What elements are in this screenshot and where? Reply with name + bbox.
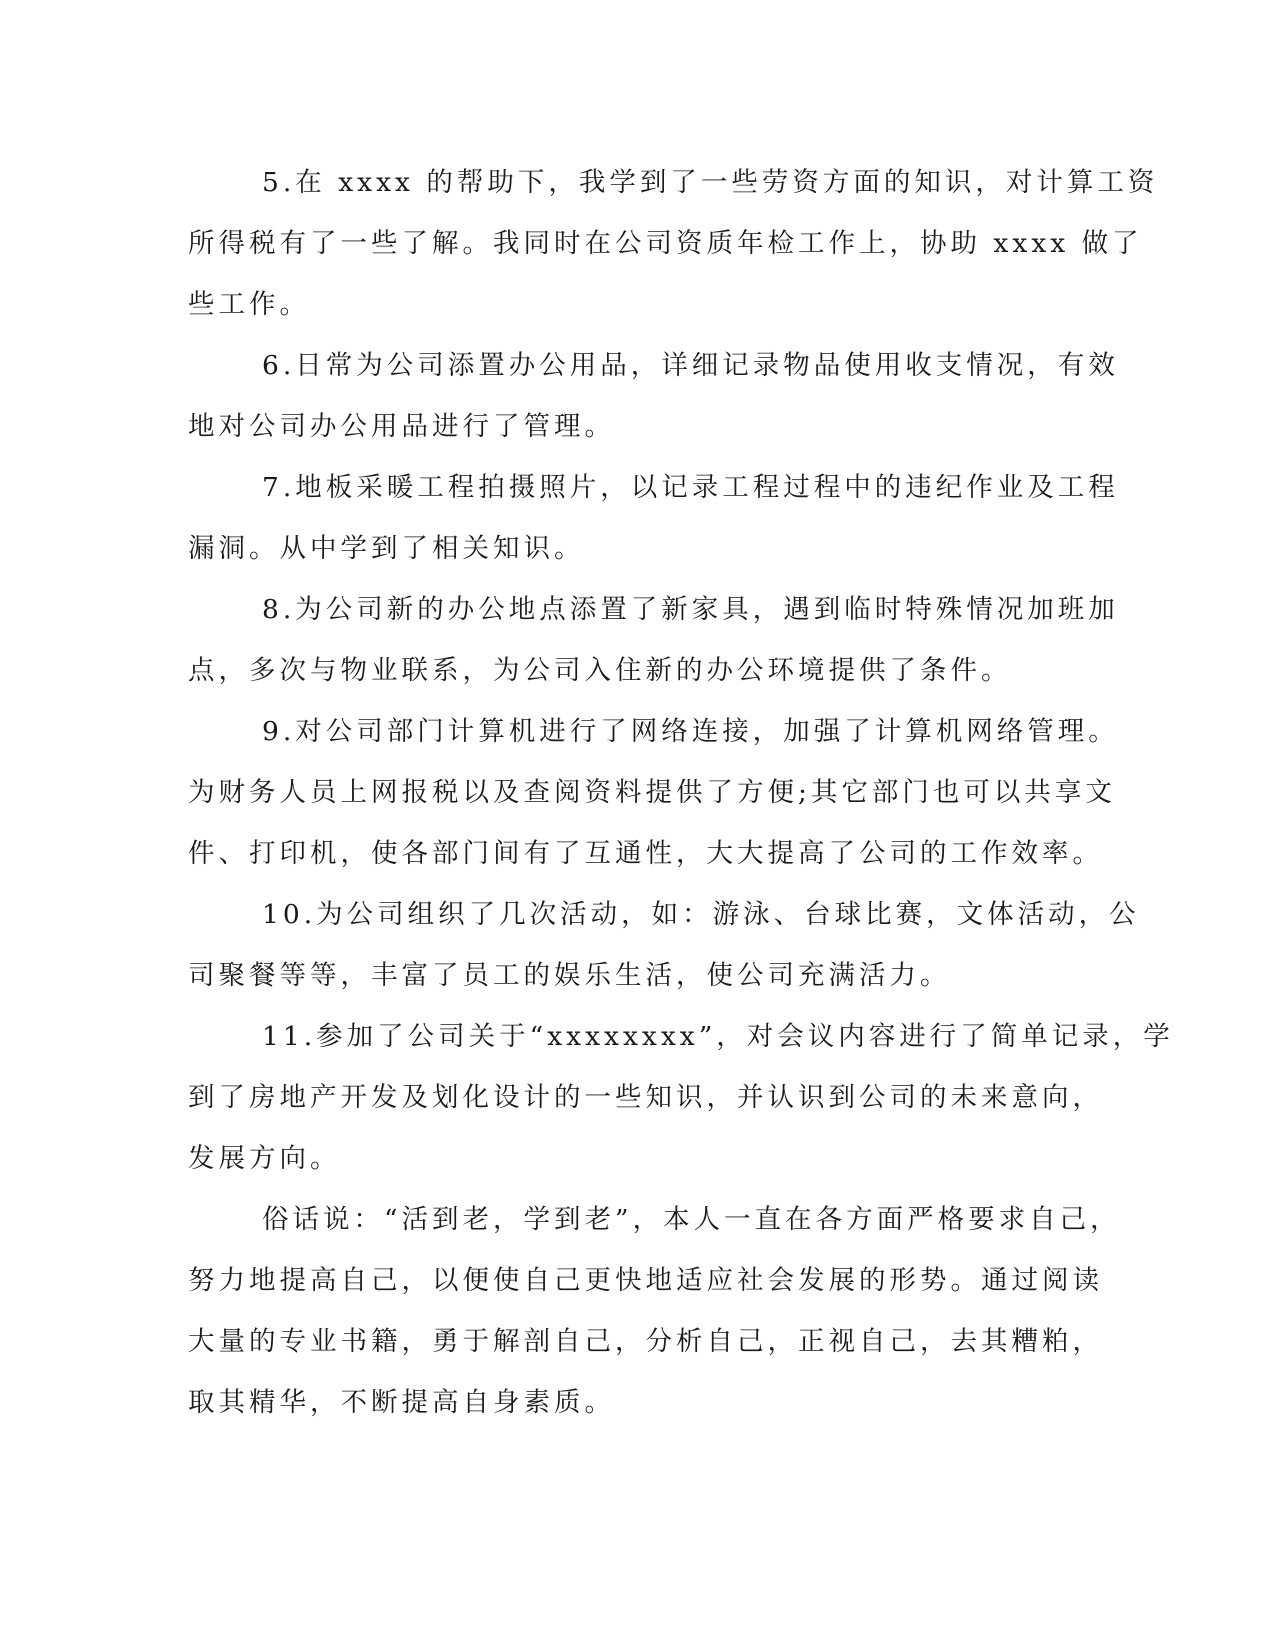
document-body <box>188 152 1174 1433</box>
paragraph-line: 5.在 xxxx 的帮助下，我学到了一些劳资方面的知识，对计算工资 <box>262 167 1159 198</box>
paragraph-item-10 <box>188 884 1140 1006</box>
paragraph-line: 6.日常为公司添置办公用品，详细记录物品使用收支情况，有效 <box>262 350 1119 381</box>
paragraph-line: 11.参加了公司关于“xxxxxxxx”，对会议内容进行了简单记录，学 <box>262 1021 1174 1052</box>
paragraph-item-5 <box>188 152 1159 335</box>
paragraph-line: 为财务人员上网报税以及查阅资料提供了方便;其它部门也可以共享文 <box>188 777 1116 808</box>
paragraph-line: 到了房地产开发及划化设计的一些知识，并认识到公司的未来意向， <box>188 1082 1103 1113</box>
paragraph-line: 9.对公司部门计算机进行了网络连接，加强了计算机网络管理。 <box>262 716 1119 747</box>
paragraph-line: 取其精华，不断提高自身素质。 <box>188 1387 615 1418</box>
paragraph-line: 些工作。 <box>188 289 310 320</box>
paragraph-line: 司聚餐等等，丰富了员工的娱乐生活，使公司充满活力。 <box>188 960 951 991</box>
paragraph-line: 点，多次与物业联系，为公司入住新的办公环境提供了条件。 <box>188 655 1012 686</box>
paragraph-line: 10.为公司组织了几次活动，如：游泳、台球比赛，文体活动，公 <box>262 899 1140 930</box>
paragraph-item-9 <box>188 701 1119 884</box>
paragraph-item-6 <box>188 335 1119 457</box>
paragraph-item-7 <box>188 457 1119 579</box>
paragraph-item-8 <box>188 579 1119 701</box>
paragraph-line: 漏洞。从中学到了相关知识。 <box>188 533 585 564</box>
paragraph-line: 件、打印机，使各部门间有了互通性，大大提高了公司的工作效率。 <box>188 838 1103 869</box>
paragraph-line: 7.地板采暖工程拍摄照片，以记录工程过程中的违纪作业及工程 <box>262 472 1119 503</box>
paragraph-conclusion <box>188 1189 1121 1433</box>
paragraph-line: 发展方向。 <box>188 1143 341 1174</box>
paragraph-line: 大量的专业书籍，勇于解剖自己，分析自己，正视自己，去其糟粕， <box>188 1326 1103 1357</box>
paragraph-line: 地对公司办公用品进行了管理。 <box>188 411 615 442</box>
paragraph-line: 努力地提高自己，以便使自己更快地适应社会发展的形势。通过阅读 <box>188 1265 1103 1296</box>
paragraph-line: 8.为公司新的办公地点添置了新家具，遇到临时特殊情况加班加 <box>262 594 1119 625</box>
paragraph-item-11 <box>188 1006 1174 1189</box>
paragraph-line: 所得税有了一些了解。我同时在公司资质年检工作上，协助 xxxx 做了 <box>188 228 1143 259</box>
paragraph-line: 俗话说：“活到老，学到老”，本人一直在各方面严格要求自己， <box>262 1204 1121 1235</box>
